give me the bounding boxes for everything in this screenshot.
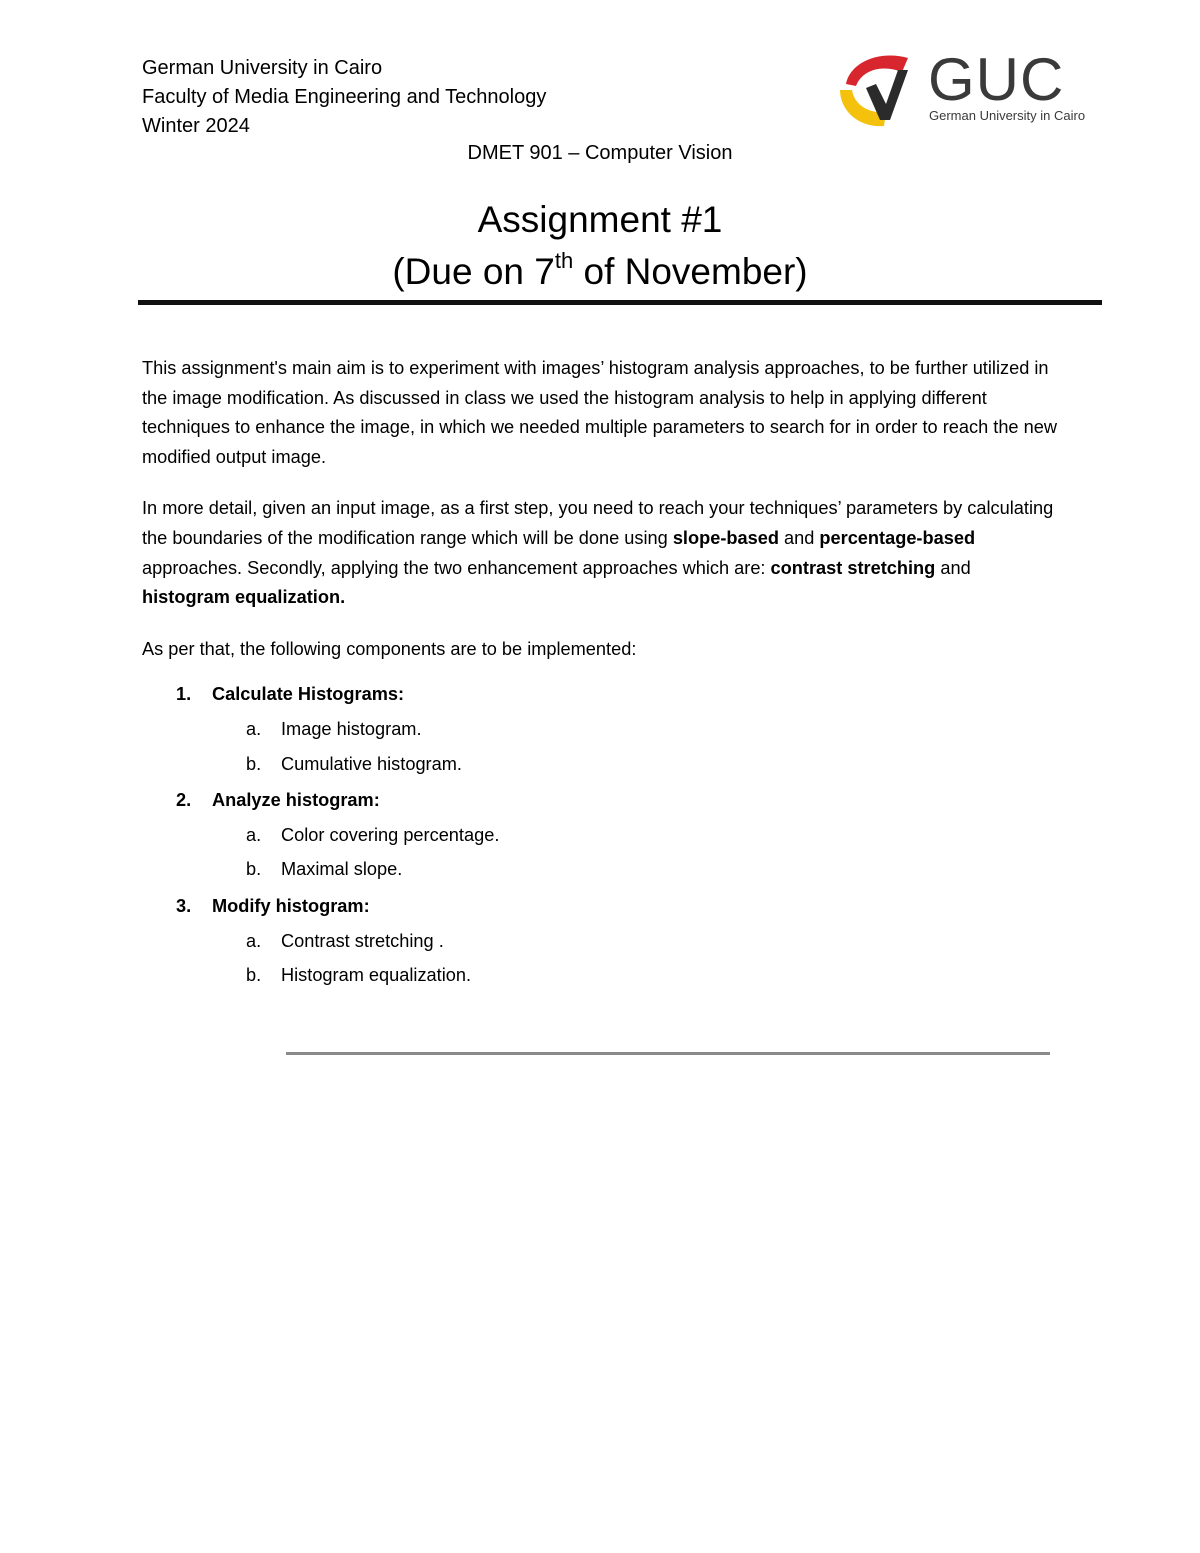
component-label: Modify histogram: bbox=[212, 895, 370, 916]
assignment-title bbox=[0, 194, 1200, 298]
sub-list bbox=[212, 927, 1062, 991]
sub-list bbox=[212, 821, 1062, 885]
list-item: a. Image histogram. bbox=[246, 718, 422, 739]
list-item: 2. Analyze histogram: a. Color covering percentage. b. Maximal slope. bbox=[142, 786, 1062, 885]
list-item: b. Cumulative histogram. bbox=[246, 753, 462, 774]
guc-emblem-icon bbox=[836, 48, 922, 132]
component-label: Analyze histogram: bbox=[212, 790, 380, 811]
sub-list bbox=[212, 715, 1062, 779]
assignment-name: Assignment #1 bbox=[477, 199, 723, 240]
semester: Winter 2024 bbox=[142, 115, 250, 137]
logo-text: GUC bbox=[928, 46, 1065, 113]
list-item: a. Color covering percentage. bbox=[246, 824, 500, 845]
document-header bbox=[142, 54, 546, 141]
list-item: b. Maximal slope. bbox=[246, 859, 403, 880]
list-item: b. Histogram equalization. bbox=[246, 965, 472, 986]
detail-paragraph: In more detail, given an input image, as a first step, you need to reach your techniques’ parameters by calculating the boundaries of the modification range which will be done using slope-based and percentage-based approaches. Secondly, applying the two enhancement approaches which are: contrast stretching and histogram equalization. bbox=[142, 498, 1054, 608]
component-label: Calculate Histograms: bbox=[212, 684, 405, 705]
logo-subtitle: German University in Cairo bbox=[929, 108, 1086, 123]
components-intro: As per that, the following components are to be implemented: bbox=[142, 638, 637, 659]
title-divider bbox=[138, 300, 1102, 305]
list-item: a. Contrast stretching . bbox=[246, 930, 444, 951]
list-item: 1. Calculate Histograms: a. Image histogram. b. Cumulative histogram. bbox=[142, 680, 1062, 779]
end-divider bbox=[286, 1052, 1050, 1055]
assignment-body bbox=[142, 354, 1062, 991]
guc-logo bbox=[836, 46, 1086, 132]
list-item: 3. Modify histogram: a. Contrast stretching . b. Histogram equalization. bbox=[142, 892, 1062, 991]
university-name: German University in Cairo bbox=[142, 57, 383, 79]
course-title: DMET 901 – Computer Vision bbox=[467, 142, 733, 164]
faculty-name: Faculty of Media Engineering and Technology bbox=[142, 86, 547, 108]
intro-paragraph: This assignment's main aim is to experiment with images’ histogram analysis approaches, to be further utilized in the image modification. As discussed in class we used the histogram analysis to help in applying different techniques to enhance the image, in which we needed multiple parameters to search for in order to reach the new modified output image. bbox=[142, 358, 1057, 467]
components-list bbox=[142, 680, 1062, 990]
due-date: (Due on 7th of November) bbox=[392, 248, 808, 292]
